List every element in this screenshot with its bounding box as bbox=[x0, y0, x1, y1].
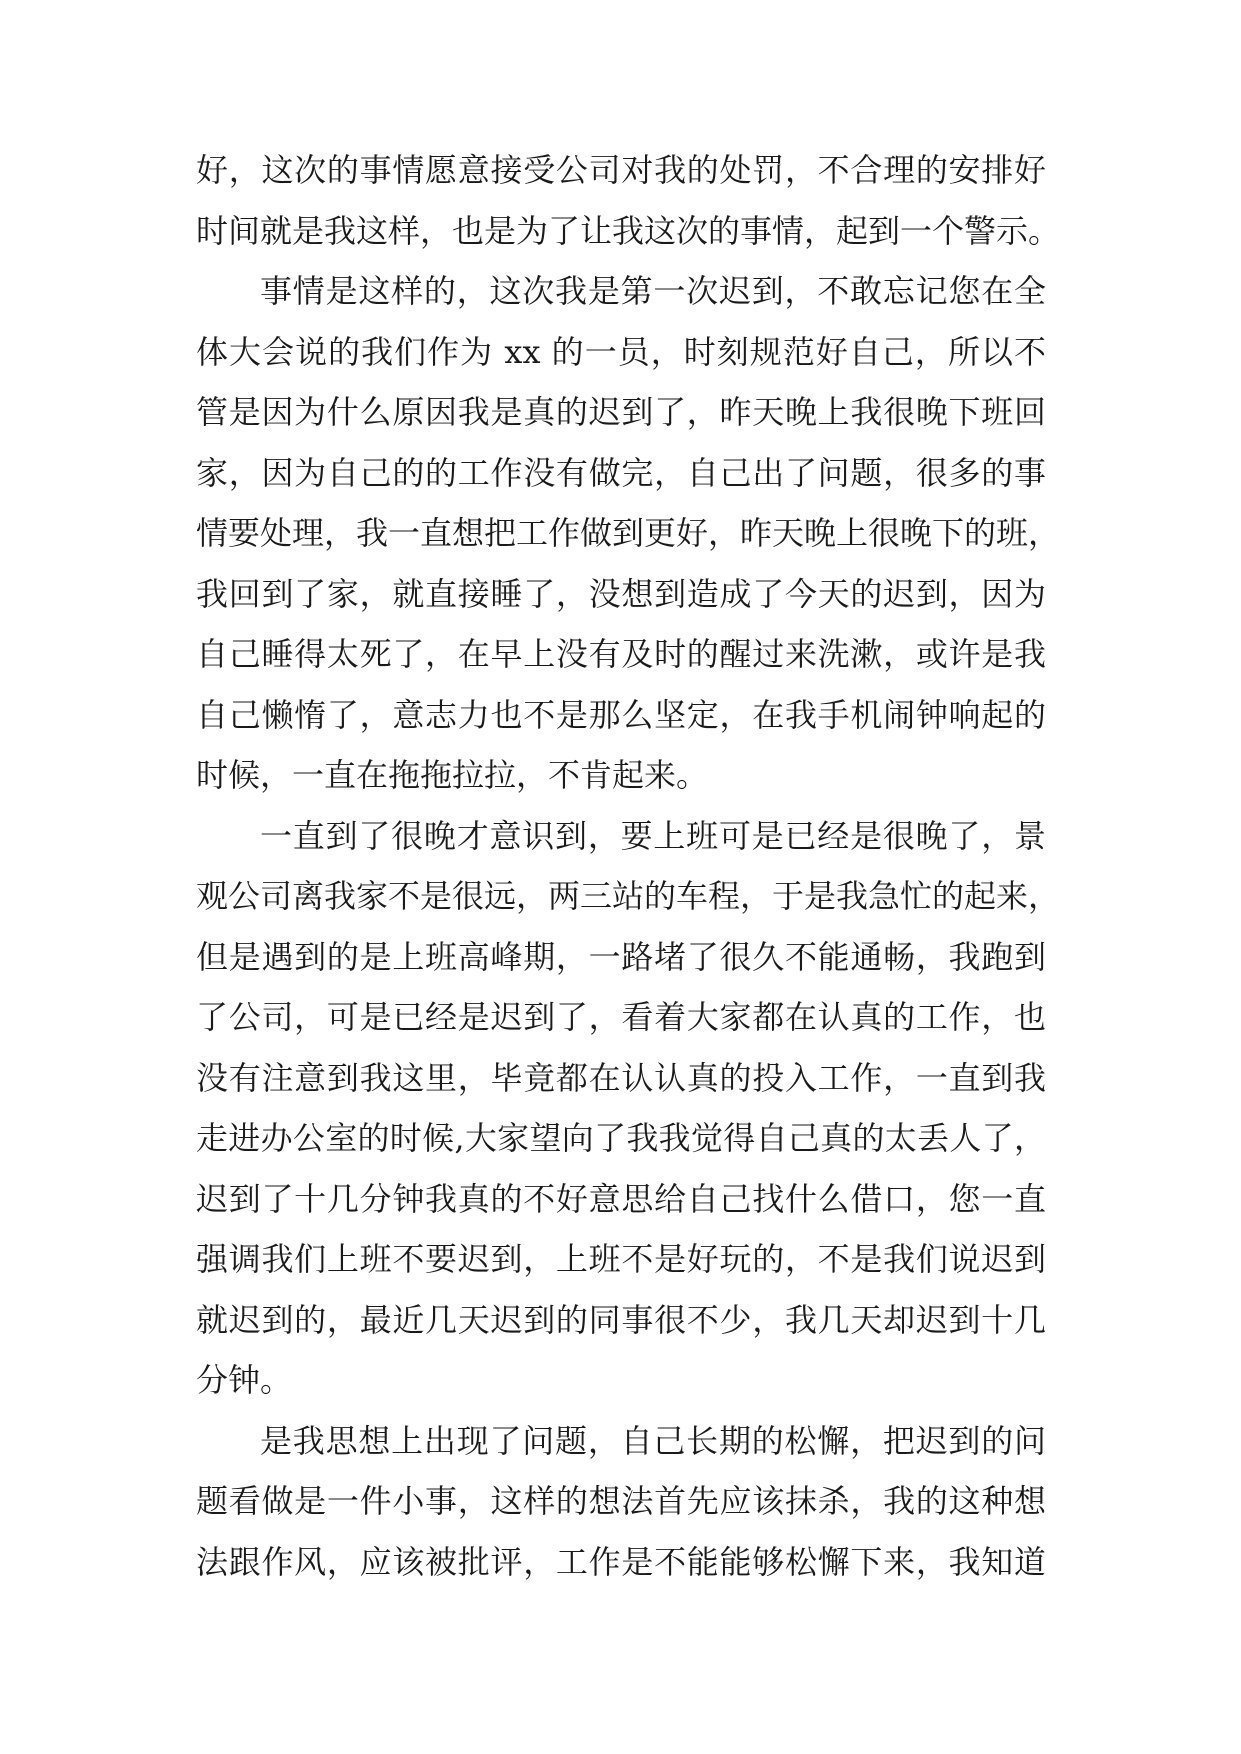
paragraph bbox=[196, 140, 1061, 261]
text-line: 体大会说的我们作为 xx 的一员，时刻规范好自己，所以不 bbox=[196, 332, 1046, 371]
paragraph bbox=[196, 806, 1061, 1411]
text-line: 事情是这样的，这次我是第一次迟到，不敢忘记您在全 bbox=[260, 272, 1046, 310]
paragraph bbox=[196, 1411, 1046, 1593]
text-line: 法跟作风，应该被批评，工作是不能能够松懈下来，我知道 bbox=[196, 1542, 1046, 1581]
document-body bbox=[196, 140, 1061, 1592]
paragraph bbox=[196, 261, 1061, 806]
text-line: 好，这次的事情愿意接受公司对我的处罚，不合理的安排好 bbox=[196, 151, 1046, 189]
text-line: 强调我们上班不要迟到，上班不是好玩的，不是我们说迟到 bbox=[196, 1240, 1046, 1278]
text-line: 分钟。 bbox=[196, 1361, 293, 1399]
text-line: 情要处理，我一直想把工作做到更好，昨天晚上很晚下的班， bbox=[196, 514, 1061, 552]
text-line: 就迟到的，最近几天迟到的同事很不少，我几天却迟到十几 bbox=[196, 1300, 1046, 1339]
text-line: 没有注意到我这里，毕竟都在认认真的投入工作，一直到我 bbox=[196, 1058, 1046, 1097]
text-line: 时间就是我这样，也是为了让我这次的事情，起到一个警示。 bbox=[196, 211, 1061, 250]
text-line: 时候，一直在拖拖拉拉，不肯起来。 bbox=[196, 756, 709, 794]
text-line: 自己睡得太死了，在早上没有及时的醒过来洗漱，或许是我 bbox=[196, 635, 1046, 673]
text-line: 观公司离我家不是很远，两三站的车程，于是我急忙的起来， bbox=[196, 877, 1061, 915]
text-line: 是我思想上出现了问题，自己长期的松懈，把迟到的问 bbox=[260, 1421, 1046, 1460]
text-line: 迟到了十几分钟我真的不好意思给自己找什么借口，您一直 bbox=[196, 1179, 1046, 1218]
text-line: 题看做是一件小事，这样的想法首先应该抹杀，我的这种想 bbox=[196, 1482, 1046, 1520]
text-line: 但是遇到的是上班高峰期，一路堵了很久不能通畅，我跑到 bbox=[196, 937, 1046, 976]
text-line: 我回到了家，就直接睡了，没想到造成了今天的迟到，因为 bbox=[196, 574, 1046, 613]
text-line: 管是因为什么原因我是真的迟到了，昨天晚上我很晚下班回 bbox=[196, 393, 1046, 431]
text-line: 走进办公室的时候,大家望向了我我觉得自己真的太丢人了， bbox=[196, 1119, 1046, 1157]
text-line: 一直到了很晚才意识到，要上班可是已经是很晚了，景 bbox=[260, 816, 1046, 855]
text-line: 了公司，可是已经是迟到了，看着大家都在认真的工作，也 bbox=[196, 998, 1046, 1036]
text-line: 家，因为自己的的工作没有做完，自己出了问题，很多的事 bbox=[196, 453, 1046, 492]
text-line: 自己懒惰了，意志力也不是那么坚定，在我手机闹钟响起的 bbox=[196, 695, 1046, 734]
